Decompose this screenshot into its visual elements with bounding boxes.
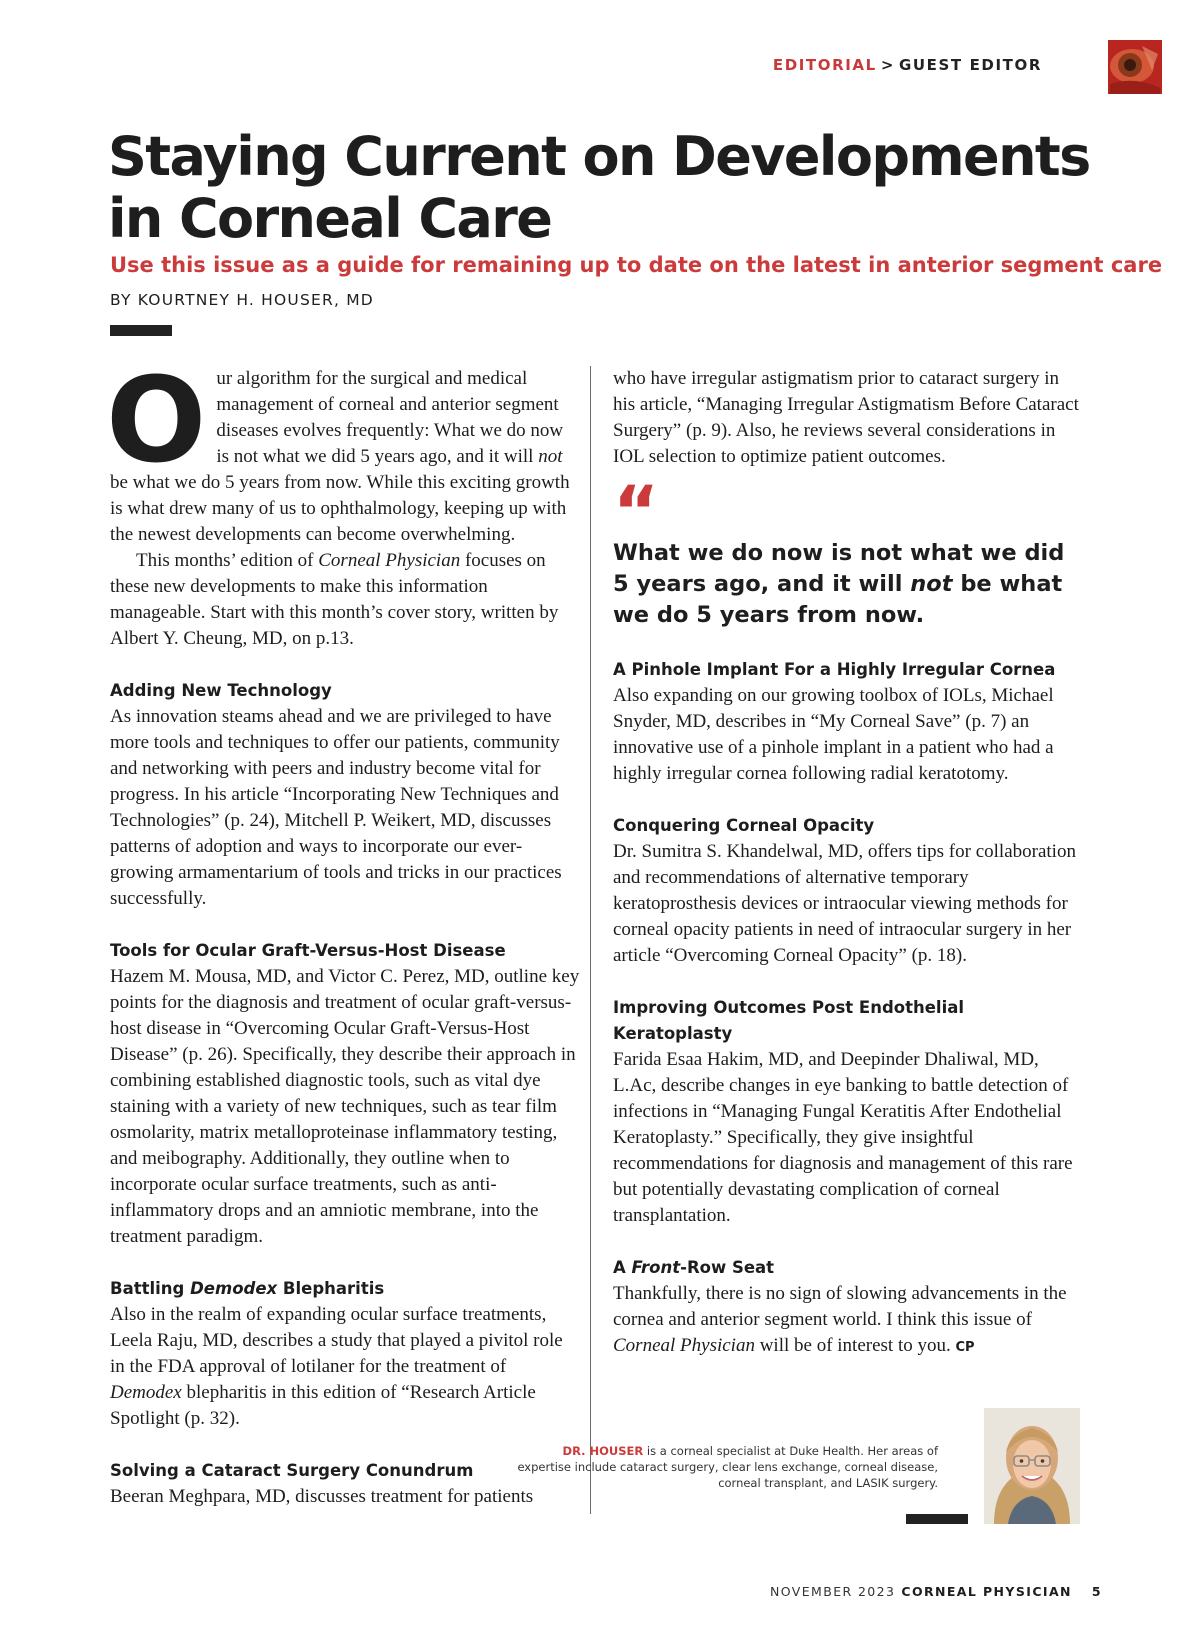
section-body-cataract-cont: who have irregular astigmatism prior to cataract surgery in his article, “Managing Irregular Astigmatism Before Cataract Surgery” (p. 9). Also, he reviews several considerations in IOL selection to optimize patient outcomes.	[613, 368, 1079, 467]
byline-divider	[110, 325, 172, 336]
section-body-new-tech: As innovation steams ahead and we are privileged to have more tools and techniques to offer our patients, community and networking with peers and industry become vital for progress. In his article “Incorporating New Techniques and Technologies” (p. 24), Mitchell P. Weikert, MD, discusses patterns of adoption and ways to incorporate our ever-growing armamentarium of tools and tricks in our practices successfully.	[110, 706, 562, 909]
heading-emphasis: Demodex	[190, 1279, 278, 1298]
section-heading-endothelial: Improving Outcomes Post Endothelial Keratoplasty	[613, 998, 965, 1043]
section-body-front-row	[613, 1281, 1083, 1361]
magazine-name: CORNEAL PHYSICIAN	[901, 1584, 1072, 1599]
pullquote-text: What we do now is not what we did 5 years ago, and it will	[613, 540, 1065, 597]
intro2-text-cont: focuses on these new developments to make this information manageable. Start with this month’s cover story, written by Albert Y. Cheung, MD, on p.13.	[110, 550, 559, 649]
section-body-demodex	[110, 1302, 580, 1432]
body-text: Also in the realm of expanding ocular surface treatments, Leela Raju, MD, describes a study that played a pivitol role in the FDA approval of lotilaner for the treatment of	[110, 1304, 563, 1377]
section-heading-demodex	[110, 1276, 580, 1302]
issue-date: NOVEMBER 2023	[770, 1584, 896, 1599]
section-heading-opacity: Conquering Corneal Opacity	[613, 816, 875, 835]
heading-emphasis: Front	[631, 1258, 681, 1277]
body-text: Thankfully, there is no sign of slowing advancements in the cornea and anterior segment world. I think this issue of	[613, 1283, 1067, 1330]
pullquote-text-cont: be what we do 5 years from now.	[613, 571, 1063, 628]
pullquote-emphasis: not	[910, 571, 953, 597]
section-label[interactable]: EDITORIAL	[772, 56, 877, 74]
column-divider	[590, 366, 591, 1514]
author-bio	[508, 1443, 938, 1491]
article-title: Staying Current on Developments in Corneal Care	[108, 125, 1090, 250]
body-text-cont: blepharitis in this edition of “Research Article Spotlight (p. 32).	[110, 1382, 536, 1429]
heading-text-cont: Blepharitis	[277, 1279, 385, 1298]
intro-text: ur algorithm for the surgical and medical management of corneal and anterior segment diseases evolves frequently: What we do now is not what we did 5 years ago, and it will	[216, 368, 564, 467]
article-byline: BY KOURTNEY H. HOUSER, MD	[110, 291, 374, 309]
section-heading-front-row	[613, 1255, 1083, 1281]
heading-text: Battling	[110, 1279, 191, 1298]
section-body-opacity: Dr. Sumitra S. Khandelwal, MD, offers tips for collaboration and recommendations of alternative temporary keratoprosthesis devices or intraocular viewing methods for corneal opacity patients in need of intraocular surgery in her article “Overcoming Corneal Opacity” (p. 18).	[613, 841, 1076, 966]
section-heading-new-tech: Adding New Technology	[110, 681, 332, 700]
drop-cap: O	[106, 351, 207, 489]
body-text-cont: will be of interest to you.	[754, 1335, 956, 1356]
intro2-text: This months’ edition of	[136, 550, 319, 571]
section-body-gvhd: Hazem M. Mousa, MD, and Victor C. Perez, MD, outline key points for the diagnosis and treatment of ocular graft-versus-host disease in “Overcoming Ocular Graft-Versus-Host Disease” (p. 26). Specifically, they describe their approach in combining established diagnostic tools, such as vital dye staining with a variety of new techniques, such as tear film osmolarity, matrix metalloproteinase inflammatory testing, and meibography. Additionally, they outline when to incorporate ocular surface treatments, such as anti-inflammatory drops and an amniotic membrane, into the treatment paradigm.	[110, 966, 580, 1247]
quote-mark-icon: “	[613, 471, 660, 553]
end-mark: CP	[955, 1340, 975, 1355]
left-column	[106, 351, 580, 1510]
author-name: DR. HOUSER	[562, 1444, 644, 1458]
section-body-endothelial: Farida Esaa Hakim, MD, and Deepinder Dhaliwal, MD, L.Ac, describe changes in eye banking to battle detection of infections in “Managing Fungal Keratitis After Endothelial Keratoplasty.” Specifically, they give insightful recommendations for diagnosis and management of this rare but potentially devastating complication of corneal transplantation.	[613, 1049, 1073, 1226]
right-column	[613, 366, 1083, 1361]
body-emphasis: Demodex	[110, 1382, 182, 1403]
magazine-name-emphasis: Corneal Physician	[613, 1335, 755, 1356]
page-footer	[770, 1584, 1102, 1599]
eye-thumbnail-icon	[1108, 40, 1162, 94]
subsection-label[interactable]: GUEST EDITOR	[898, 56, 1042, 74]
bio-divider	[906, 1514, 968, 1524]
section-body-pinhole: Also expanding on our growing toolbox of IOLs, Michael Snyder, MD, describes in “My Corneal Save” (p. 7) an innovative use of a pinhole implant in a patient who had a highly irregular cornea following radial keratotomy.	[613, 685, 1054, 784]
heading-text: A	[613, 1258, 632, 1277]
author-bio-text: is a corneal specialist at Duke Health. Her areas of expertise include cataract surgery, clear lens exchange, corneal disease, corneal transplant, and LASIK surgery.	[517, 1444, 938, 1490]
intro-text-cont: be what we do 5 years from now. While this exciting growth is what drew many of us to ophthalmology, keeping up with the newest developments can become overwhelming.	[110, 472, 570, 545]
section-heading-pinhole: A Pinhole Implant For a Highly Irregular Cornea	[613, 660, 1056, 679]
intro-emphasis: not	[538, 446, 563, 467]
article-subtitle: Use this issue as a guide for remaining up to date on the latest in anterior segment care	[110, 253, 1163, 277]
intro-paragraph-2	[110, 548, 580, 652]
heading-text-cont: -Row Seat	[680, 1258, 775, 1277]
section-body-cataract-start: Beeran Meghpara, MD, discusses treatment for patients	[110, 1486, 534, 1507]
page-number: 5	[1091, 1584, 1102, 1599]
pull-quote	[613, 538, 1083, 631]
author-portrait-icon	[984, 1408, 1080, 1524]
section-breadcrumb	[773, 56, 1042, 74]
section-heading-cataract: Solving a Cataract Surgery Conundrum	[110, 1461, 474, 1480]
breadcrumb-separator: >	[880, 56, 895, 74]
intro-paragraph	[106, 351, 580, 548]
magazine-name-emphasis: Corneal Physician	[318, 550, 461, 571]
section-heading-gvhd: Tools for Ocular Graft-Versus-Host Disease	[110, 941, 506, 960]
